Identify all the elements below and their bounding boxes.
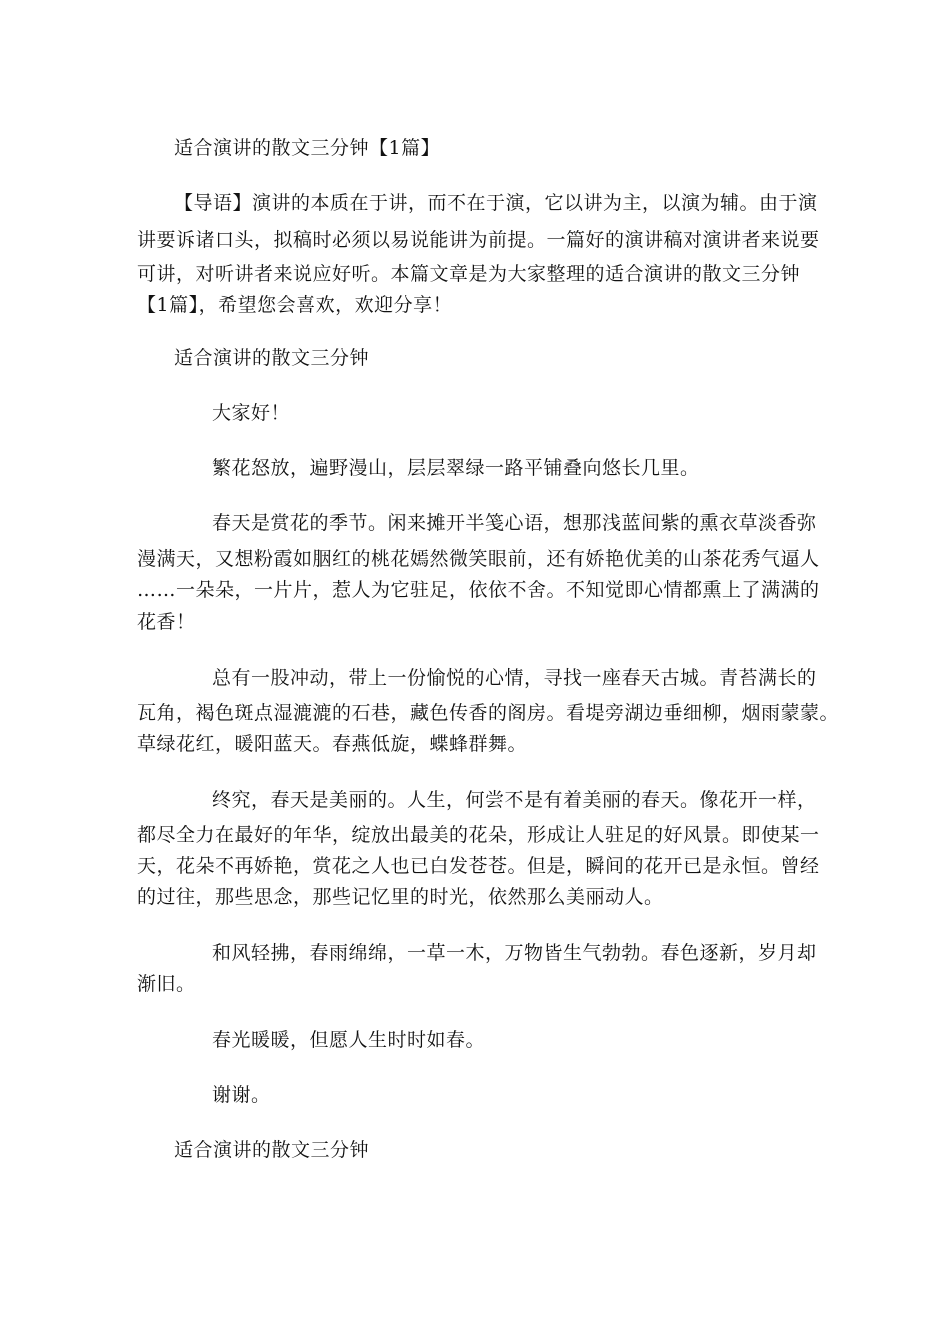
paragraph-line: 春天是赏花的季节。闲来摊开半笺心语，想那浅蓝间紫的熏衣草淡香弥 [212,512,817,534]
paragraph-line: 都尽全力在最好的年华，绽放出最美的花朵，形成让人驻足的好风景。即使某一 [137,824,820,846]
intro-line: 可讲，对听讲者来说应好听。本篇文章是为大家整理的适合演讲的散文三分钟 [137,263,801,285]
paragraph-line: ……一朵朵，一片片，惹人为它驻足，依依不舍。不知觉即心情都熏上了满满的 [137,579,820,601]
paragraph-line: 漫满天，又想粉霞如胭红的桃花嫣然微笑眼前，还有娇艳优美的山茶花秀气逼人 [137,548,820,570]
paragraph-line: 和风轻拂，春雨绵绵，一草一木，万物皆生气勃勃。春色逐新，岁月却 [212,942,817,964]
paragraph-line: 草绿花红，暖阳蓝天。春燕低旋，蝶蜂群舞。 [137,733,528,755]
paragraph-1: 繁花怒放，遍野漫山，层层翠绿一路平铺叠向悠长几里。 [212,457,700,479]
paragraph-line: 天，花朵不再娇艳，赏花之人也已白发苍苍。但是，瞬间的花开已是永恒。曾经 [137,855,820,877]
paragraph-line: 终究，春天是美丽的。人生，何尝不是有着美丽的春天。像花开一样， [212,789,817,811]
paragraph-6: 春光暖暖，但愿人生时时如春。 [212,1029,486,1051]
intro-line: 【1篇】，希望您会喜欢，欢迎分享！ [137,294,453,316]
paragraph-line: 的过往，那些思念，那些记忆里的时光，依然那么美丽动人。 [137,886,664,908]
paragraph-line: 渐旧。 [137,973,196,995]
greeting: 大家好！ [212,402,291,424]
section-heading-2: 适合演讲的散文三分钟 [174,1139,370,1161]
section-heading: 适合演讲的散文三分钟 [174,347,370,369]
intro-line: 【导语】演讲的本质在于讲，而不在于演，它以讲为主，以演为辅。由于演 [174,192,818,214]
paragraph-line: 总有一股冲动，带上一份愉悦的心情，寻找一座春天古城。青苔满长的 [212,667,817,689]
thanks-line: 谢谢。 [212,1084,271,1106]
document-title: 适合演讲的散文三分钟【1篇】 [174,137,441,159]
paragraph-line: 瓦角，褐色斑点湿漉漉的石巷，藏色传香的阁房。看堤旁湖边垂细柳，烟雨蒙蒙。 [137,702,840,724]
intro-line: 讲要诉诸口头，拟稿时必须以易说能讲为前提。一篇好的演讲稿对演讲者来说要 [137,229,820,251]
paragraph-line: 花香！ [137,611,196,633]
